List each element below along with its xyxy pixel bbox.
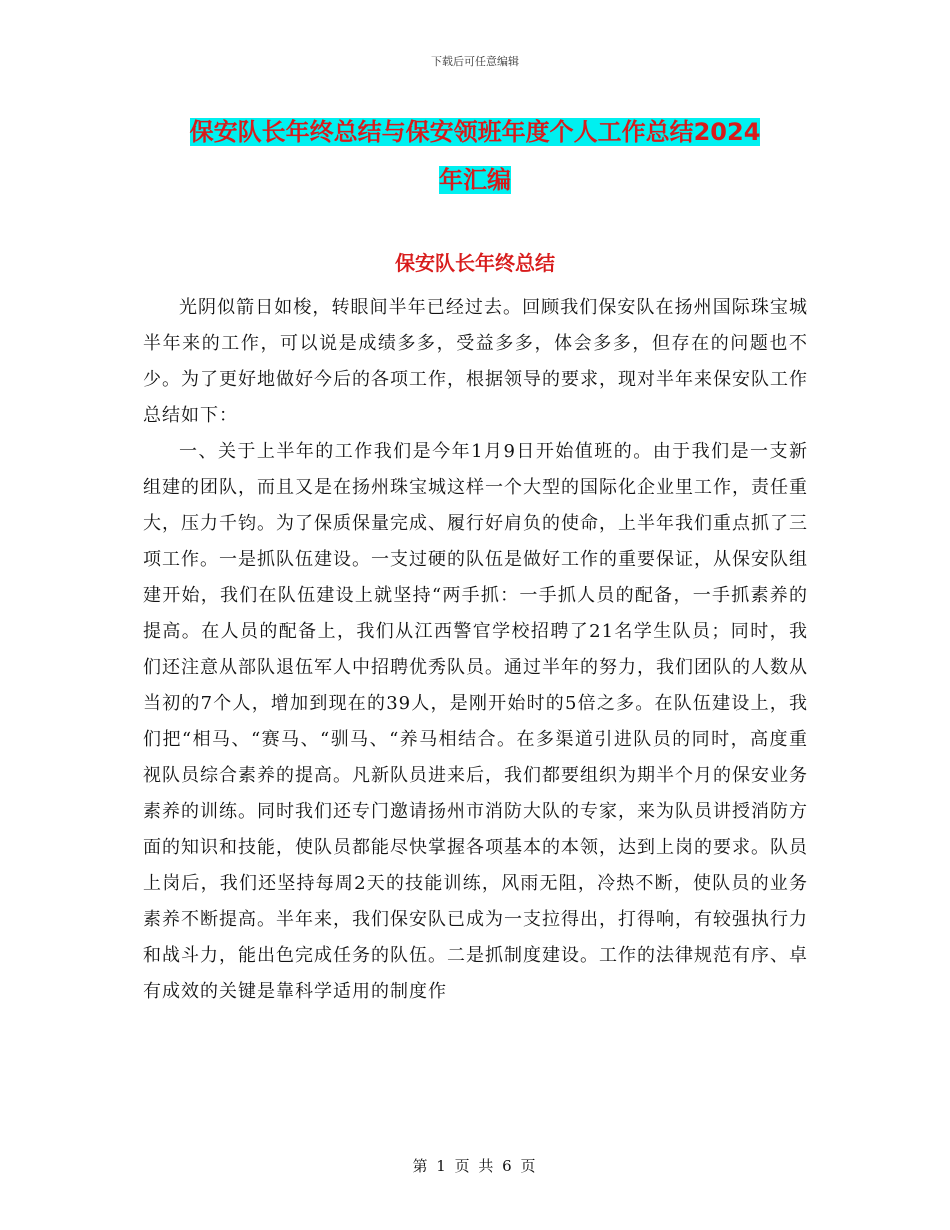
document-body	[143, 290, 808, 1010]
document-title-line-2: 年汇编	[439, 166, 511, 194]
document-title-line-1: 保安队长年终总结与保安领班年度个人工作总结2024	[189, 118, 761, 146]
paragraph-intro: 光阴似箭日如梭，转眼间半年已经过去。回顾我们保安队在扬州国际珠宝城半年来的工作，可以说是成绩多多，受益多多，体会多多，但存在的问题也不少。为了更好地做好今后的各项工作，根据领导的要求，现对半年来保安队工作总结如下：	[143, 297, 808, 426]
section-title: 保安队长年终总结	[395, 251, 555, 275]
page-number: 第 1 页 共 6 页	[412, 1157, 538, 1175]
document-title	[0, 108, 950, 204]
paragraph-first-half-work: 一、关于上半年的工作我们是今年1月9日开始值班的。由于我们是一支新组建的团队，而且又是在扬州珠宝城这样一个大型的国际化企业里工作，责任重大，压力千钧。为了保质保量完成、履行好肩负的使命，上半年我们重点抓了三项工作。一是抓队伍建设。一支过硬的队伍是做好工作的重要保证，从保安队组建开始，我们在队伍建设上就坚持“两手抓：一手抓人员的配备，一手抓素养的提高。在人员的配备上，我们从江西警官学校招聘了21名学生队员；同时，我们还注意从部队退伍军人中招聘优秀队员。通过半年的努力，我们团队的人数从当初的7个人，增加到现在的39人，是刚开始时的5倍之多。在队伍建设上，我们把“相马、“赛马、“驯马、“养马相结合。在多渠道引进队员的同时，高度重视队员综合素养的提高。凡新队员进来后，我们都要组织为期半个月的保安业务素养的训练。同时我们还专门邀请扬州市消防大队的专家，来为队员讲授消防方面的知识和技能，使队员都能尽快掌握各项基本的本领，达到上岗的要求。队员上岗后，我们还坚持每周2天的技能训练，风雨无阻，冷热不断，使队员的业务素养不断提高。半年来，我们保安队已成为一支拉得出，打得响，有较强执行力和战斗力，能出色完成任务的队伍。二是抓制度建设。工作的法律规范有序、卓有成效的关键是靠科学适用的制度作	[143, 441, 808, 1002]
page-header-note: 下载后可任意编辑	[431, 55, 519, 68]
